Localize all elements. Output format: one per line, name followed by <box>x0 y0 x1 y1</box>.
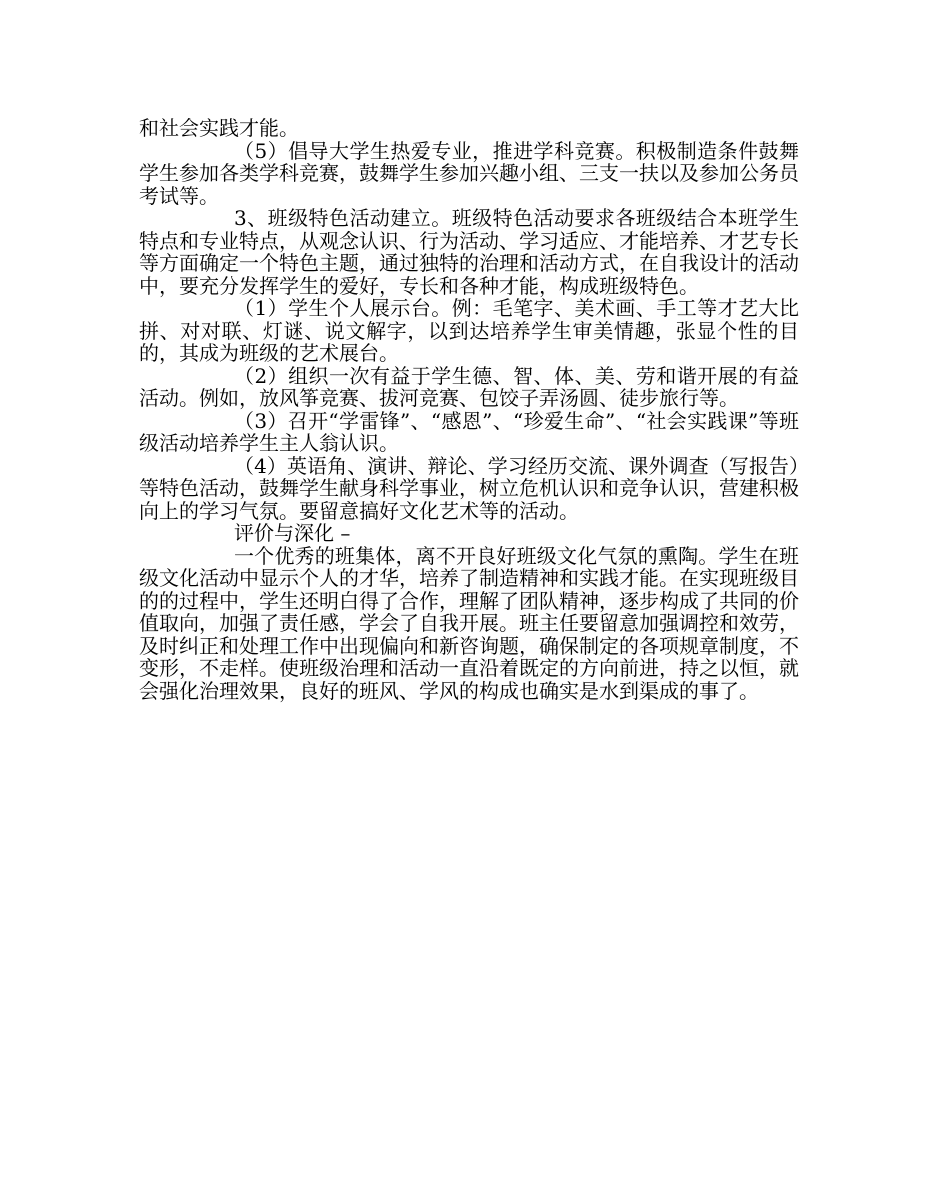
paragraph-item-5-competitions: （5）倡导大学生热爱专业，推进学科竞赛。积极制造条件鼓舞学生参加各类学科竞赛，鼓舞学生参加兴趣小组、三支一扶以及参加公务员考试等。 <box>139 138 799 208</box>
paragraph-heading-evaluation: 评价与深化 – <box>234 521 351 545</box>
paragraph-item-1-showcase: （1）学生个人展示台。例：毛笔字、美术画、手工等才艺大比拼、对对联、灯谜、说文解字，以到达培养学生审美情趣，张显个性的目的，其成为班级的艺术展台。 <box>139 296 799 365</box>
paragraph-intro-continuation: 和社会实践才能。 <box>139 116 299 140</box>
paragraph-section-3-featured-activities: 3、班级特色活动建立。班级特色活动要求各班级结合本班学生特点和专业特点，从观念认识、行为活动、学习适应、才能培养、才艺专长等方面确定一个特色主题，通过独特的治理和活动方式，在自我设计的活动中，要充分发挥学生的爱好，专长和各种才能，构成班级特色。 <box>139 206 799 298</box>
paragraph-item-2-activities: （2）组织一次有益于学生德、智、体、美、劳和谐开展的有益活动。例如，放风筝竞赛、拔河竞赛、包饺子弄汤圆、徒步旅行等。 <box>139 363 799 410</box>
paragraph-item-4-english-corner: （4）英语角、演讲、辩论、学习经历交流、课外调查（写报告）等特色活动，鼓舞学生献身科学事业，树立危机认识和竞争认识，营建积极向上的学习气氛。要留意搞好文化艺术等的活动。 <box>139 453 799 523</box>
document-body <box>139 117 799 702</box>
paragraph-conclusion: 一个优秀的班集体，离不开良好班级文化气氛的熏陶。学生在班级文化活动中显示个人的才华，培养了制造精神和实践才能。在实现班级目的的过程中，学生还明白得了合作，理解了团队精神，逐步构成了共同的价值取向，加强了责任感，学会了自我开展。班主任要留意加强调控和效劳，及时纠正和处理工作中出现偏向和新咨询题，确保制定的各项规章制度，不变形，不走样。使班级治理和活动一直沿着既定的方向前进，持之以恒，就会强化治理效果，良好的班风、学风的构成也确实是水到渠成的事了。 <box>139 543 799 703</box>
paragraph-item-3-class-meetings: （3）召开“学雷锋”、“感恩”、“珍爱生命”、“社会实践课”等班级活动培养学生主人翁认识。 <box>139 408 799 455</box>
